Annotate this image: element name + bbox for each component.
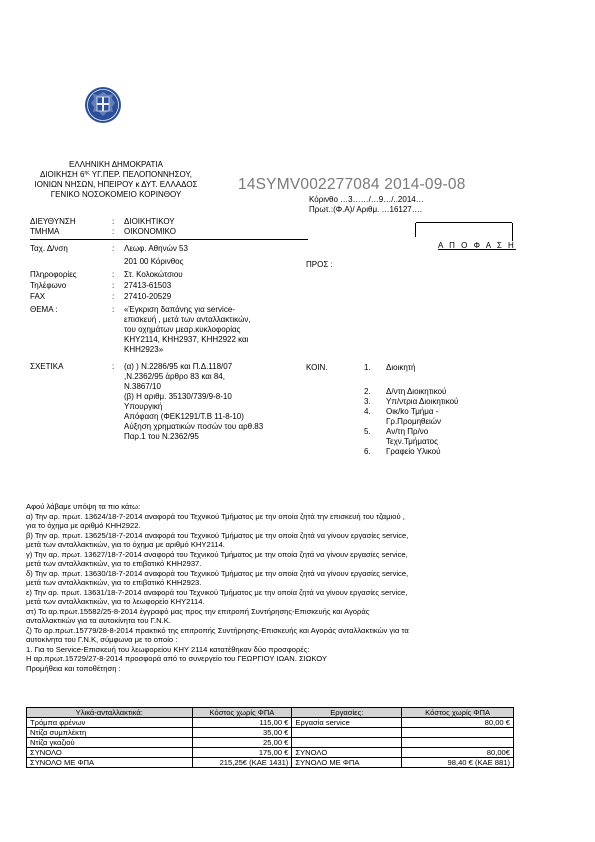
koin-item: Γρ.Προμηθειών — [386, 417, 442, 426]
table-cell — [402, 738, 514, 748]
colon: : — [112, 305, 115, 314]
body-text — [26, 502, 554, 673]
header-line-4: ΓΕΝΙΚΟ ΝΟΣΟΚΟΜΕΙΟ ΚΟΡΙΝΘΟΥ — [50, 190, 182, 199]
body-line: ε) Την αρ. πρωτ. 13631/18-7-2014 αναφορά του Τεχνικού Τμήματος με την οποία ζητά να γίνουν εργασίες service, — [26, 587, 408, 597]
subject-label: ΘΕΜΑ : — [30, 305, 58, 314]
subject-line: του οχημάτων μεαρ.κυκλοφορίας — [124, 325, 241, 334]
body-line: μετά των ανταλλακτικών, για το λεωφορείο ΚΗΥ2114. — [26, 597, 205, 606]
table-cell: ΣΥΝΟΛΟ — [27, 748, 193, 758]
related-line: (α) ) Ν.2286/95 και Π.Δ.118/07 — [124, 362, 233, 371]
body-line: α) Την αρ. πρωτ. 13624/18-7-2014 αναφορά του Τεχνικού Τμήματος με την οποία ζητά την επισκευή του τζαμιού , — [26, 511, 405, 521]
body-line: ζ) Το αρ.πρωτ.15779/28-8-2014 πρακτικό της επιτροπής Συντήρησης-Επισκευής και Αγοράς ανταλλακτικών για τα — [26, 625, 409, 635]
protocol-number: Πρωτ.:(Φ.Α)/ Αριθμ. …16127…. — [309, 205, 422, 214]
koin-item: 4. Οικ/ko Τμήμα - — [364, 407, 439, 416]
body-line: αυτοκίνητα του Γ.Ν.Κ, σύμφωνα με το οποίο : — [26, 635, 178, 644]
phone-label: Τηλέφωνο — [30, 281, 67, 290]
subject-text — [124, 305, 314, 355]
table-cell — [292, 738, 402, 748]
issuer-header — [18, 160, 214, 200]
header-line-2: ΔΙΟΙΚΗΣΗ $6^{\eta\varsigma}$ ΥΓ.ΠΕΡ. ΠΕΛΟΠΟΝΝΗΣΟΥ, — [39, 170, 193, 179]
koin-item: 2. Δ/ντη Διοικητικού — [364, 387, 447, 396]
body-line: δ) Την αρ. πρωτ. 13630/18-7-2014 αναφορά του Τεχνικού Τμήματος με την οποία ζητά να γίνουν εργασίες service, — [26, 568, 409, 578]
body-line: μετά των ανταλλακτικών, για το επιβατικό ΚΗΗ2937. — [26, 559, 202, 568]
table-row — [27, 728, 514, 738]
table-row — [27, 748, 514, 758]
cost-table — [26, 707, 514, 768]
table-cell — [292, 728, 402, 738]
phone-value: 27413-61503 — [124, 281, 172, 290]
table-cell: Ντίζα γκαζιού — [27, 738, 193, 748]
table-row — [27, 718, 514, 728]
related-text — [124, 362, 314, 442]
table-cell: ΣΥΝΟΛΟ ΜΕ ΦΠΑ — [27, 758, 193, 768]
table-cell: 80,00€ — [402, 748, 514, 758]
table-header: Εργασίες: — [292, 708, 402, 718]
body-line: 1. Για το Service-Επισκευή του λεωφορείου ΚΗΥ 2114 κατατέθηκαν δύο προσφορές: — [26, 644, 310, 654]
body-line: μετά των ανταλλακτικών, για το επιβατικό ΚΗΗ2923. — [26, 578, 202, 587]
table-cell: 175,00 € — [192, 748, 292, 758]
table-header: Κόστος χωρίς ΦΠΑ — [192, 708, 292, 718]
table-header: Υλικά-ανταλλακτικά: — [27, 708, 193, 718]
table-cell: Τρόμπα φρένων — [27, 718, 193, 728]
table-cell: 215,25€ (ΚΑΕ 1431) — [192, 758, 292, 768]
table-cell — [402, 728, 514, 738]
colon: : — [112, 244, 115, 253]
subject-line: ΚΗΥ2114, ΚΗΗ2937, ΚΗΗ2922 και — [124, 335, 249, 344]
table-cell: 25,00 € — [192, 738, 292, 748]
colon: : — [112, 292, 115, 301]
koin-label: ΚΟΙΝ. — [306, 363, 328, 372]
table-row — [27, 758, 514, 768]
subject-line: ΚΗΗ2923» — [124, 345, 164, 354]
koin-item: 3. Υπ/ντρια Διοικητικού — [364, 397, 459, 406]
info-label: Πληροφορίες — [30, 270, 77, 279]
address-line-2: 201 00 Κόρινθος — [124, 257, 184, 266]
table-cell: 98,40 € (ΚΑΕ 881) — [402, 758, 514, 768]
document-number: 14SYMV002277084 2014-09-08 — [238, 176, 466, 193]
subject-line: επισκευή , μετά των ανταλλακτικών, — [124, 315, 251, 324]
body-line: μετά των ανταλλακτικών, για το όχημα με αριθμό ΚΗΥ2114. — [26, 540, 225, 549]
place-date: Κόρινθο …3……/…9…/..2014… — [309, 195, 424, 204]
table-cell: ΣΥΝΟΛΟ — [292, 748, 402, 758]
pros-label: ΠΡΟΣ : — [306, 260, 333, 269]
department-label: ΤΜΗΜΑ — [30, 227, 60, 236]
related-line: Απόφαση (ΦΕΚ1291/Τ.Β 11-8-10) — [124, 412, 244, 421]
directorate-label: ΔΙΕΥΘΥΝΣΗ — [30, 217, 76, 226]
body-line: Προμήθεια και τοποθέτηση : — [26, 663, 121, 673]
body-line: για το όχημα με αριθμό ΚΗΗ2922. — [26, 521, 141, 530]
table-cell: 35,00 € — [192, 728, 292, 738]
table-cell: Ντίζα συμπλέκτη — [27, 728, 193, 738]
decision-title: Α Π Ο Φ Α Σ Η — [438, 241, 516, 250]
related-label: ΣΧΕΤΙΚΑ — [30, 362, 64, 371]
fax-value: 27410-20529 — [124, 292, 172, 301]
koin-item: Τεχν.Τμήματος — [386, 437, 438, 446]
related-line: Αύξηση χρηματικών ποσών του αρθ.83 — [124, 422, 264, 431]
table-cell: 115,00 € — [192, 718, 292, 728]
body-line: Αφού λάβαμε υπόψη τα πιο κάτω: — [26, 502, 141, 511]
colon: : — [112, 217, 115, 226]
header-line-1: ΕΛΛΗΝΙΚΗ ΔΗΜΟΚΡΑΤΙΑ — [69, 160, 163, 169]
table-cell: Εργασία service — [292, 718, 402, 728]
koin-list — [364, 363, 504, 457]
directorate-value: ΔΙΟΙΚΗΤΙΚΟΥ — [124, 217, 175, 226]
header-line-3: ΙΟΝΙΩΝ ΝΗΣΩΝ, ΗΠΕΙΡΟΥ κ ΔΥΤ. ΕΛΛΑΔΟΣ — [34, 180, 198, 189]
greek-emblem-icon — [84, 86, 122, 124]
colon: : — [112, 227, 115, 236]
body-line: Η αρ.πρωτ.15729/27-8-2014 προσφορά από το συνεργείο του ΓΕΩΡΓΙΟΥ ΙΩΑΝ. ΣΙΩΚΟΥ — [26, 654, 327, 663]
colon: : — [112, 281, 115, 290]
body-line: ανταλλακτικών για τα αυτοκίνητα του Γ.Ν.Κ. — [26, 616, 171, 625]
related-line: (β) Η αριθμ. 35130/739/9-8-10 — [124, 392, 232, 401]
recipient-bracket — [416, 222, 512, 241]
related-line: Υπουργική — [124, 402, 163, 411]
fax-label: FAX — [30, 292, 46, 301]
table-header: Κόστος χωρίς ΦΠΑ — [402, 708, 514, 718]
place-date-block — [309, 195, 424, 215]
colon: : — [112, 362, 115, 371]
related-line: Παρ.1 του Ν.2362/95 — [124, 432, 199, 441]
table-row — [27, 738, 514, 748]
colon: : — [112, 270, 115, 279]
info-value: Στ. Κολοκώτσιου — [124, 270, 183, 279]
koin-item: 5. Αν/τη Πρ/νο — [364, 427, 429, 436]
table-cell: ΣΥΝΟΛΟ ΜΕ ΦΠΑ — [292, 758, 402, 768]
divider — [30, 239, 308, 240]
department-value: ΟΙΚΟΝΟΜΙΚΟ — [124, 227, 176, 236]
related-line: ,Ν.2362/95 άρθρο 83 και 84, — [124, 372, 225, 381]
table-header-row — [27, 708, 514, 718]
address-line-1: Λεωφ. Αθηνών 53 — [124, 244, 188, 253]
koin-item: 6. Γραφείο Υλικού — [364, 447, 441, 456]
subject-line: «Έγκριση δαπάνης για service- — [124, 305, 235, 314]
body-line: β) Την αρ. πρωτ. 13625/18-7-2014 αναφορά του Τεχνικού Τμήματος με την οποία ζητά να γίνουν εργασίες service, — [26, 530, 409, 540]
address-label: Ταχ. Δ/νση — [30, 244, 68, 253]
body-line: γ) Την αρ. πρωτ. 13627/18-7-2014 αναφορά του Τεχνικού Τμήματος με την οποία ζητά να γίνουν εργασίες service, — [26, 549, 408, 559]
related-line: Ν.3867/10 — [124, 382, 161, 391]
body-line: στ) Το αρ.πρωτ.15582/25-8-2014 έγγραφό μας προς την επιτροπή Συντήρησης-Επισκευής και Αγοράς — [26, 606, 370, 616]
table-cell: 80,00 € — [402, 718, 514, 728]
koin-item: 1. Διοικητή — [364, 363, 416, 372]
